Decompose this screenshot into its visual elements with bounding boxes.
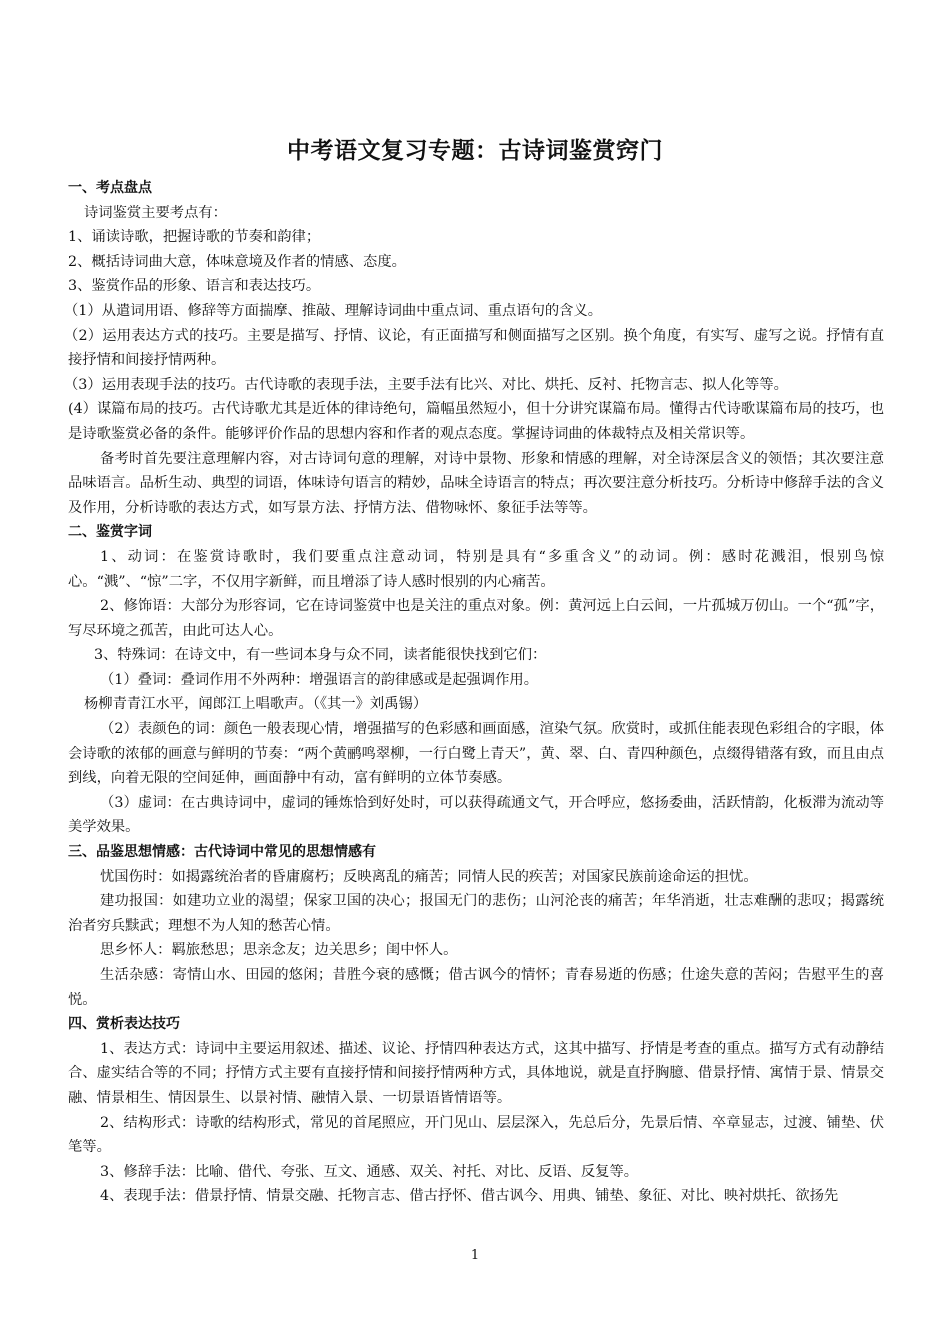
paragraph: （3）运用表现手法的技巧。古代诗歌的表现手法，主要手法有比兴、对比、烘托、反衬、托物言志、拟人化等等。 <box>64 376 788 393</box>
paragraph: 生活杂感：寄情山水、田园的悠闲；昔胜今衰的感慨；借古讽今的情怀；青春易逝的伤感；仕途失意的苦闷；告慰平生的喜悦。 <box>68 967 884 1008</box>
section-heading: 一、考点盘点 <box>68 180 152 196</box>
paragraph: (4）谋篇布局的技巧。古代诗歌尤其是近体的律诗绝句，篇幅虽然短小，但十分讲究谋篇布局。懂得古代诗歌谋篇布局的技巧，也是诗歌鉴赏必备的条件。能够评价作品的思想内容和作者的观点态度。掌握诗词曲的体裁特点及相关常识等。 <box>68 401 884 442</box>
paragraph: 2、结构形式：诗歌的结构形式，常见的首尾照应，开门见山、层层深入，先总后分，先景后情、卒章显志，过渡、铺垫、伏笔等。 <box>68 1114 884 1156</box>
document-title: 中考语文复习专题：古诗词鉴赏窍门 <box>287 138 663 164</box>
page-number: 1 <box>470 1248 480 1263</box>
paragraph: （1）叠词：叠词作用不外两种：增强语言的韵律感或是起强调作用。 <box>100 671 538 688</box>
paragraph: 3、鉴赏作品的形象、语言和表达技巧。 <box>68 278 321 295</box>
paragraph: 1、诵读诗歌，把握诗歌的节奏和韵律； <box>68 229 321 246</box>
section-heading: 三、品鉴思想情感：古代诗词中常见的思想情感有 <box>68 844 376 861</box>
paragraph: （2）表颜色的词：颜色一般表现心情，增强描写的色彩感和画面感，渲染气氛。欣赏时，或抓住能表现色彩组合的字眼，体会诗歌的浓郁的画意与鲜明的节奏：“两个黄鹂鸣翠柳，一行白鹭上青天”，黄、翠、白、青四种颜色，点缀得错落有致，而且由点到线，向着无限的空间延伸，画面静中有动，富有鲜明的立体节奏感。 <box>68 721 884 787</box>
section-heading: 四、赏析表达技巧 <box>68 1016 180 1033</box>
paragraph: （2）运用表达方式的技巧。主要是描写、抒情、议论，有正面描写和侧面描写之区别。换个角度，有实写、虚写之说。抒情有直接抒情和间接抒情两种。 <box>64 327 884 369</box>
document-body <box>64 176 884 1209</box>
paragraph: 4、表现手法：借景抒情、情景交融、托物言志、借古抒怀、借古讽今、用典、铺垫、象征、对比、映衬烘托、欲扬先 <box>100 1188 839 1205</box>
paragraph: 2、概括诗词曲大意，体味意境及作者的情感、态度。 <box>68 253 406 270</box>
paragraph: 1、表达方式：诗词中主要运用叙述、描述、议论、抒情四种表达方式，这其中描写、抒情是考查的重点。描写方式有动静结合、虚实结合等的不同；抒情方式主要有直接抒情和间接抒情两种方式，具体地说，就是直抒胸臆、借景抒情、寓情于景、情景交融、情景相生、情因景生、以景衬情、融情入景、一切景语皆情语等。 <box>68 1040 884 1106</box>
paragraph: （1）从遣词用语、修辞等方面揣摩、推敲、理解诗词曲中重点词、重点语句的含义。 <box>64 302 603 319</box>
paragraph: （3）虚词：在古典诗词中，虚词的锤炼恰到好处时，可以获得疏通文气，开合呼应，悠扬委曲，活跃情韵，化板滞为流动等美学效果。 <box>68 794 884 836</box>
section-heading: 二、鉴赏字词 <box>68 524 152 541</box>
paragraph: 2、修饰语：大部分为形容词，它在诗词鉴赏中也是关注的重点对象。例：黄河远上白云间，一片孤城万仞山。一个“孤”字，写尽环境之孤苦，由此可达人心。 <box>68 598 884 639</box>
paragraph: 忧国伤时：如揭露统治者的昏庸腐朽；反映离乱的痛苦；同情人民的疾苦；对国家民族前途命运的担忧。 <box>100 868 758 885</box>
paragraph: 3、修辞手法：比喻、借代、夸张、互文、通感、双关、衬托、对比、反语、反复等。 <box>100 1163 639 1180</box>
paragraph: 1、动词：在鉴赏诗歌时，我们要重点注意动词，特别是具有“多重含义”的动词。例：感时花溅泪，恨别鸟惊心。“溅”、“惊”二字，不仅用字新鲜，而且增添了诗人感时恨别的内心痛苦。 <box>68 548 884 590</box>
paragraph: 3、特殊词：在诗文中，有一些词本身与众不同，读者能很快找到它们： <box>94 647 547 664</box>
paragraph: 建功报国：如建功立业的渴望；保家卫国的决心；报国无门的悲伤；山河沦丧的痛苦；年华消逝，壮志难酬的悲叹；揭露统治者穷兵黩武；理想不为人知的愁苦心情。 <box>68 893 884 934</box>
paragraph: 诗词鉴赏主要考点有： <box>84 204 227 221</box>
paragraph: 备考时首先要注意理解内容，对古诗词句意的理解，对诗中景物、形象和情感的理解，对全诗深层含义的领悟；其次要注意品味语言。品析生动、典型的词语，体味诗句语言的精妙，品味全诗语言的特点；再次要注意分析技巧。分析诗中修辞手法的含义及作用，分析诗歌的表达方式，如写景方法、抒情方法、借物咏怀、象征手法等等。 <box>68 450 884 516</box>
paragraph: 思乡怀人：羁旅愁思；思亲念友；边关思乡；闺中怀人。 <box>100 942 458 959</box>
paragraph: 杨柳青青江水平，闻郎江上唱歌声。（《其一》刘禹锡） <box>84 696 428 713</box>
